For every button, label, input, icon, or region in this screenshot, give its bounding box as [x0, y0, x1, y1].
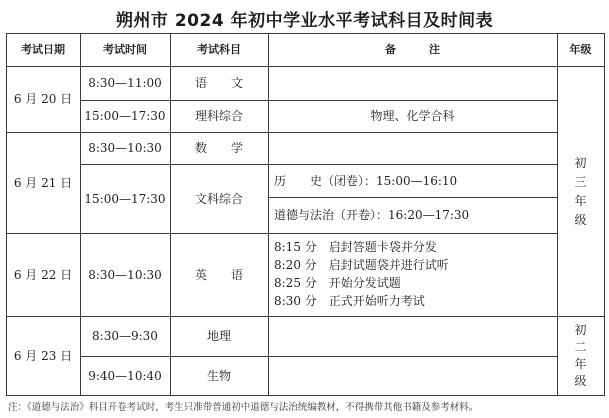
date-cell: 6 月 22 日	[13, 267, 73, 282]
subject-cell: 生物	[206, 368, 231, 383]
grade-char: 初	[574, 323, 587, 337]
subject-cell: 理科综合	[194, 109, 243, 123]
grade-char: 级	[574, 374, 587, 388]
header-grade: 年级	[569, 43, 592, 56]
date-cell: 6 月 20 日	[13, 92, 73, 106]
time-cell: 8:30—10:30	[88, 141, 162, 155]
remark-cell	[268, 356, 557, 395]
remark-line: 8:25 分 开始分发试题	[274, 276, 401, 290]
remark-cell	[268, 132, 557, 164]
remark-cell	[268, 66, 557, 100]
page-title: 朔州市 2024 年初中学业水平考试科目及时间表	[115, 11, 494, 31]
grade-char: 年	[574, 193, 587, 208]
grade-cell-grade2	[557, 316, 604, 395]
remark-line: 8:20 分 启封试题袋并进行试听	[274, 258, 449, 272]
grade-char: 二	[574, 340, 587, 354]
remark-line: 8:15 分 启封答题卡袋并分发	[274, 240, 437, 254]
remark-line: 8:30 分 正式开始听力考试	[274, 294, 425, 308]
time-cell: 8:30—10:30	[88, 267, 162, 282]
table-border-bottom	[6, 395, 604, 396]
time-cell: 15:00—17:30	[84, 191, 166, 206]
remark-cell: 历 史（闭卷）：15:00—16:10	[274, 173, 458, 188]
footnote: 注：《道德与法治》科目开卷考试时，考生只准带普通初中道德与法治统编教材，不得携带其他书籍及参考材料。	[8, 402, 479, 413]
subject-cell: 文科综合	[194, 191, 243, 206]
remark-cell	[268, 316, 557, 356]
time-cell: 8:30—11:00	[88, 76, 162, 90]
header-date: 考试日期	[21, 43, 65, 56]
subject-cell: 数 学	[194, 141, 243, 155]
subject-cell: 地理	[206, 329, 231, 343]
subject-cell: 英 语	[194, 267, 243, 282]
grade-char: 级	[574, 212, 587, 227]
header-time: 考试时间	[103, 43, 147, 56]
subject-cell: 语 文	[194, 76, 243, 90]
header-remarks: 备 注	[385, 43, 440, 56]
remark-cell: 道德与法治（开卷）：16:20—17:30	[274, 208, 470, 222]
header-subject: 考试科目	[197, 43, 241, 56]
time-cell: 8:30—9:30	[92, 329, 158, 343]
time-cell: 15:00—17:30	[84, 109, 166, 123]
grade-cell-grade3	[557, 66, 604, 316]
grade-char: 年	[574, 357, 587, 371]
time-cell: 9:40—10:40	[88, 368, 162, 383]
date-cell: 6 月 23 日	[13, 348, 73, 363]
remark-cell: 物理、化学合科	[370, 109, 455, 123]
date-cell: 6 月 21 日	[13, 175, 73, 190]
grade-char: 初	[574, 155, 587, 170]
table-border-right	[604, 33, 605, 396]
grade-char: 三	[574, 174, 587, 189]
